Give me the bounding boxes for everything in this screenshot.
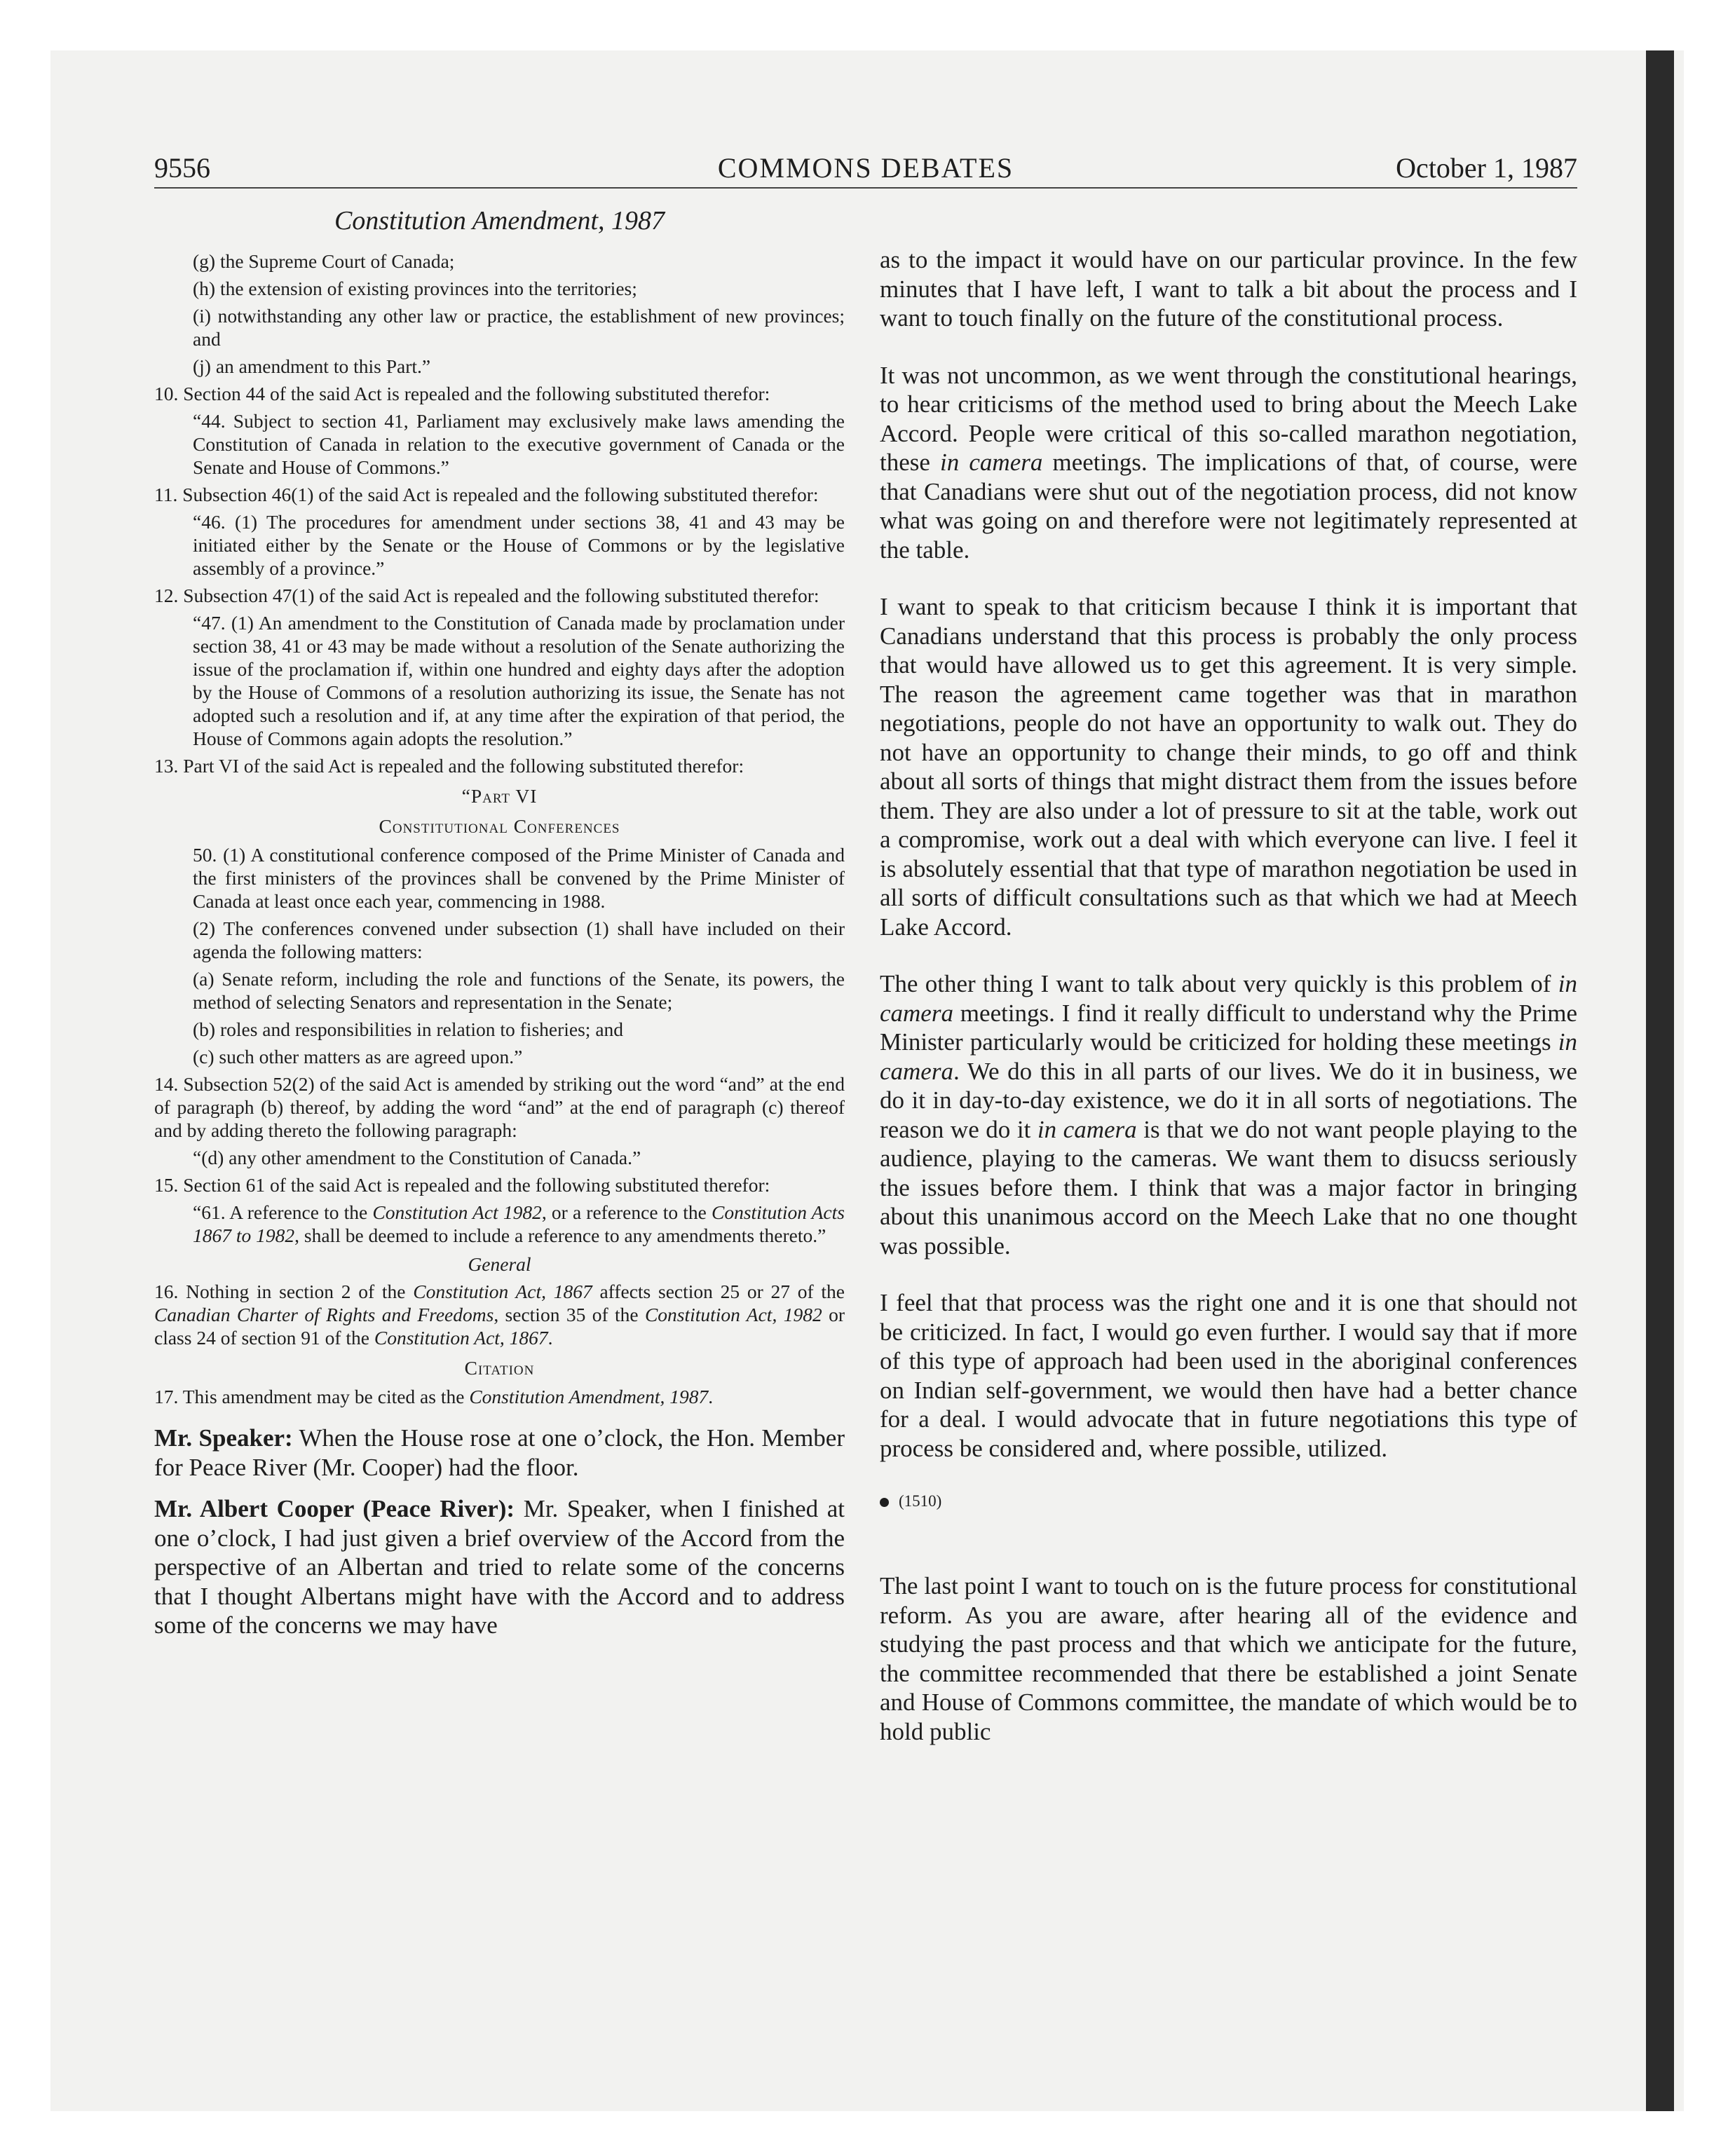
page-date: October 1, 1987 bbox=[1396, 152, 1577, 184]
section-50-b: (b) roles and responsibilities in relation to fisheries; and bbox=[193, 1018, 624, 1040]
header-rule bbox=[154, 187, 1577, 189]
speech-paragraph: as to the impact it would have on our particular province. In the few minutes that I have left, I want to talk a bit about the process and I want to touch finally on the future of the constitutional process. bbox=[880, 246, 1577, 332]
publication-title: COMMONS DEBATES bbox=[717, 152, 1014, 184]
section-50-a: (a) Senate reform, including the role and functions of the Senate, its powers, the method of selecting Senators and representation in the Senate; bbox=[193, 968, 845, 1013]
scan-edge-shadow bbox=[1646, 50, 1674, 2111]
list-item: (g) the Supreme Court of Canada; bbox=[193, 250, 455, 272]
section-13: 13. Part VI of the said Act is repealed and the following substituted therefor: bbox=[154, 755, 744, 777]
right-speech bbox=[880, 245, 1577, 1746]
list-item: (i) notwithstanding any other law or practice, the establishment of new provinces; and bbox=[193, 305, 845, 350]
right-column bbox=[880, 245, 1577, 1774]
section-12-quote: “47. (1) An amendment to the Constitution of Canada made by proclamation under section 38, 41 or 43 may be made without a resolution of the Senate authorizing the issue of the proclamation if, within one hundred and eighty days after the adoption by the House of Commons of a resolution authorizing its issue, the Senate has not adopted such a resolution and if, at any time after the expiration of that period, the House of Commons again adopts the resolution.” bbox=[193, 612, 845, 749]
section-17: 17. This amendment may be cited as the Constitution Amendment, 1987. bbox=[154, 1386, 714, 1407]
cooper-paragraph: Mr. Albert Cooper (Peace River): Mr. Speaker, when I finished at one o’clock, I had just given a brief overview of the Accord from the perspective of an Albertan and tried to relate some of the concerns that I thought Albertans might have with the Accord and to address some of the concerns we may have bbox=[154, 1495, 845, 1639]
list-item: (j) an amendment to this Part.” bbox=[193, 355, 431, 377]
section-11-quote: “46. (1) The procedures for amendment under sections 38, 41 and 43 may be initiated either by the Senate or the House of Commons or by the legislative assembly of a province.” bbox=[193, 511, 845, 579]
section-15: 15. Section 61 of the said Act is repealed and the following substituted therefor: bbox=[154, 1174, 770, 1196]
speech-paragraph: It was not uncommon, as we went through the constitutional hearings, to hear criticisms of the method used to bring about the Meech Lake Accord. People were critical of this so-called marathon negotiation, these in camera meetings. The implications of that, of course, were that Canadians were shut out of the negotiation process, did not know what was going on and therefore were not legitimately represented at the table. bbox=[880, 361, 1577, 564]
page-header bbox=[154, 151, 1577, 186]
section-12: 12. Subsection 47(1) of the said Act is repealed and the following substituted therefor: bbox=[154, 585, 819, 606]
section-50-1: 50. (1) A constitutional conference composed of the Prime Minister of Canada and the first ministers of the provinces shall be convened by the Prime Minister of Canada at least once each year, commencing in 1988. bbox=[193, 844, 845, 912]
part-subheading: Constitutional Conferences bbox=[379, 815, 620, 837]
legislation-text bbox=[154, 250, 845, 1408]
citation-heading: Citation bbox=[464, 1357, 535, 1379]
section-15-quote: “61. A reference to the Constitution Act 1982, or a reference to the Constitution Acts 1867 to 1982, shall be deemed to include a reference to any amendments thereto.” bbox=[193, 1201, 845, 1246]
speaker-label: Mr. Speaker: bbox=[154, 1424, 293, 1452]
part-heading: “Part VI bbox=[461, 785, 538, 807]
speech-paragraph: I want to speak to that criticism because I think it is important that Canadians understand that this process is probably the only process that would have allowed us to get this agreement. It is very simple. The reason the agreement came together was that in marathon negotiations, people do not have an opportunity to walk out. They do not have an opportunity to change their minds, to go off and think about all sorts of things that might distract them from the issues before them. They are also under a lot of pressure to sit at the table, work out a compromise, work out a deal with which everyone can live. I feel it is absolutely essential that that type of marathon negotiation be used in all sorts of difficult consultations such as that which we had at Meech Lake Accord. bbox=[880, 593, 1577, 941]
left-column bbox=[154, 196, 845, 1653]
section-10: 10. Section 44 of the said Act is repealed and the following substituted therefor: bbox=[154, 383, 770, 404]
subject-heading: Constitution Amendment, 1987 bbox=[334, 206, 665, 236]
bullet-icon bbox=[880, 1498, 889, 1507]
general-heading: General bbox=[468, 1253, 531, 1275]
section-50-c: (c) such other matters as are agreed upon.” bbox=[193, 1046, 523, 1067]
section-16: 16. Nothing in section 2 of the Constitution Act, 1867 affects section 25 or 27 of the Canadian Charter of Rights and Freedoms, section 35 of the Constitution Act, 1982 or class 24 of section 91 of the Constitution Act, 1867. bbox=[154, 1281, 845, 1349]
cooper-label: Mr. Albert Cooper (Peace River): bbox=[154, 1495, 515, 1522]
section-14-quote: “(d) any other amendment to the Constitution of Canada.” bbox=[193, 1147, 641, 1168]
section-50-2: (2) The conferences convened under subsection (1) shall have included on their agenda the following matters: bbox=[193, 917, 845, 962]
speech-paragraph: I feel that that process was the right one and it is one that should not be criticized. In fact, I would go even further. I would say that if more of this type of approach had been used in the aboriginal conferences on Indian self-government, we would then have had a better chance for a deal. I would advocate that in future negotiations this type of process be considered and, where possible, utilized. bbox=[880, 1289, 1577, 1462]
speech-paragraph: The last point I want to touch on is the future process for constitutional reform. As you are aware, after hearing all of the evidence and studying the past process and that which we anticipate for the future, the committee recommended that there be established a joint Senate and House of Commons committee, the mandate of which would be to hold public bbox=[880, 1572, 1577, 1745]
section-10-quote: “44. Subject to section 41, Parliament may exclusively make laws amending the Constitution of Canada in relation to the executive government of Canada or the Senate and House of Commons.” bbox=[193, 410, 845, 478]
left-speech bbox=[154, 1424, 845, 1640]
page-number: 9556 bbox=[154, 152, 210, 184]
list-item: (h) the extension of existing provinces into the territories; bbox=[193, 278, 637, 299]
section-11: 11. Subsection 46(1) of the said Act is repealed and the following substituted therefor: bbox=[154, 484, 819, 505]
time-marker: (1510) bbox=[880, 1491, 1577, 1512]
section-14: 14. Subsection 52(2) of the said Act is amended by striking out the word “and” at the end of paragraph (b) thereof, by adding the word “and” at the end of paragraph (c) thereof and by adding thereto the following paragraph: bbox=[154, 1073, 845, 1141]
speaker-paragraph: Mr. Speaker: When the House rose at one o’clock, the Hon. Member for Peace River (Mr. Cooper) had the floor. bbox=[154, 1424, 845, 1481]
speech-paragraph: The other thing I want to talk about very quickly is this problem of in camera meetings. I find it really difficult to understand why the Prime Minister particularly would be criticized for holding these meetings in camera. We do this in all parts of our lives. We do it in business, we do it in day-to-day existence, we do it in all sorts of negotiations. The reason we do it in camera is that we do not want people playing to the audience, playing to the cameras. We want them to disucss seriously the issues before them. I think that was a major factor in bringing about this unanimous accord on the Meech Lake that no one thought was possible. bbox=[880, 970, 1578, 1260]
